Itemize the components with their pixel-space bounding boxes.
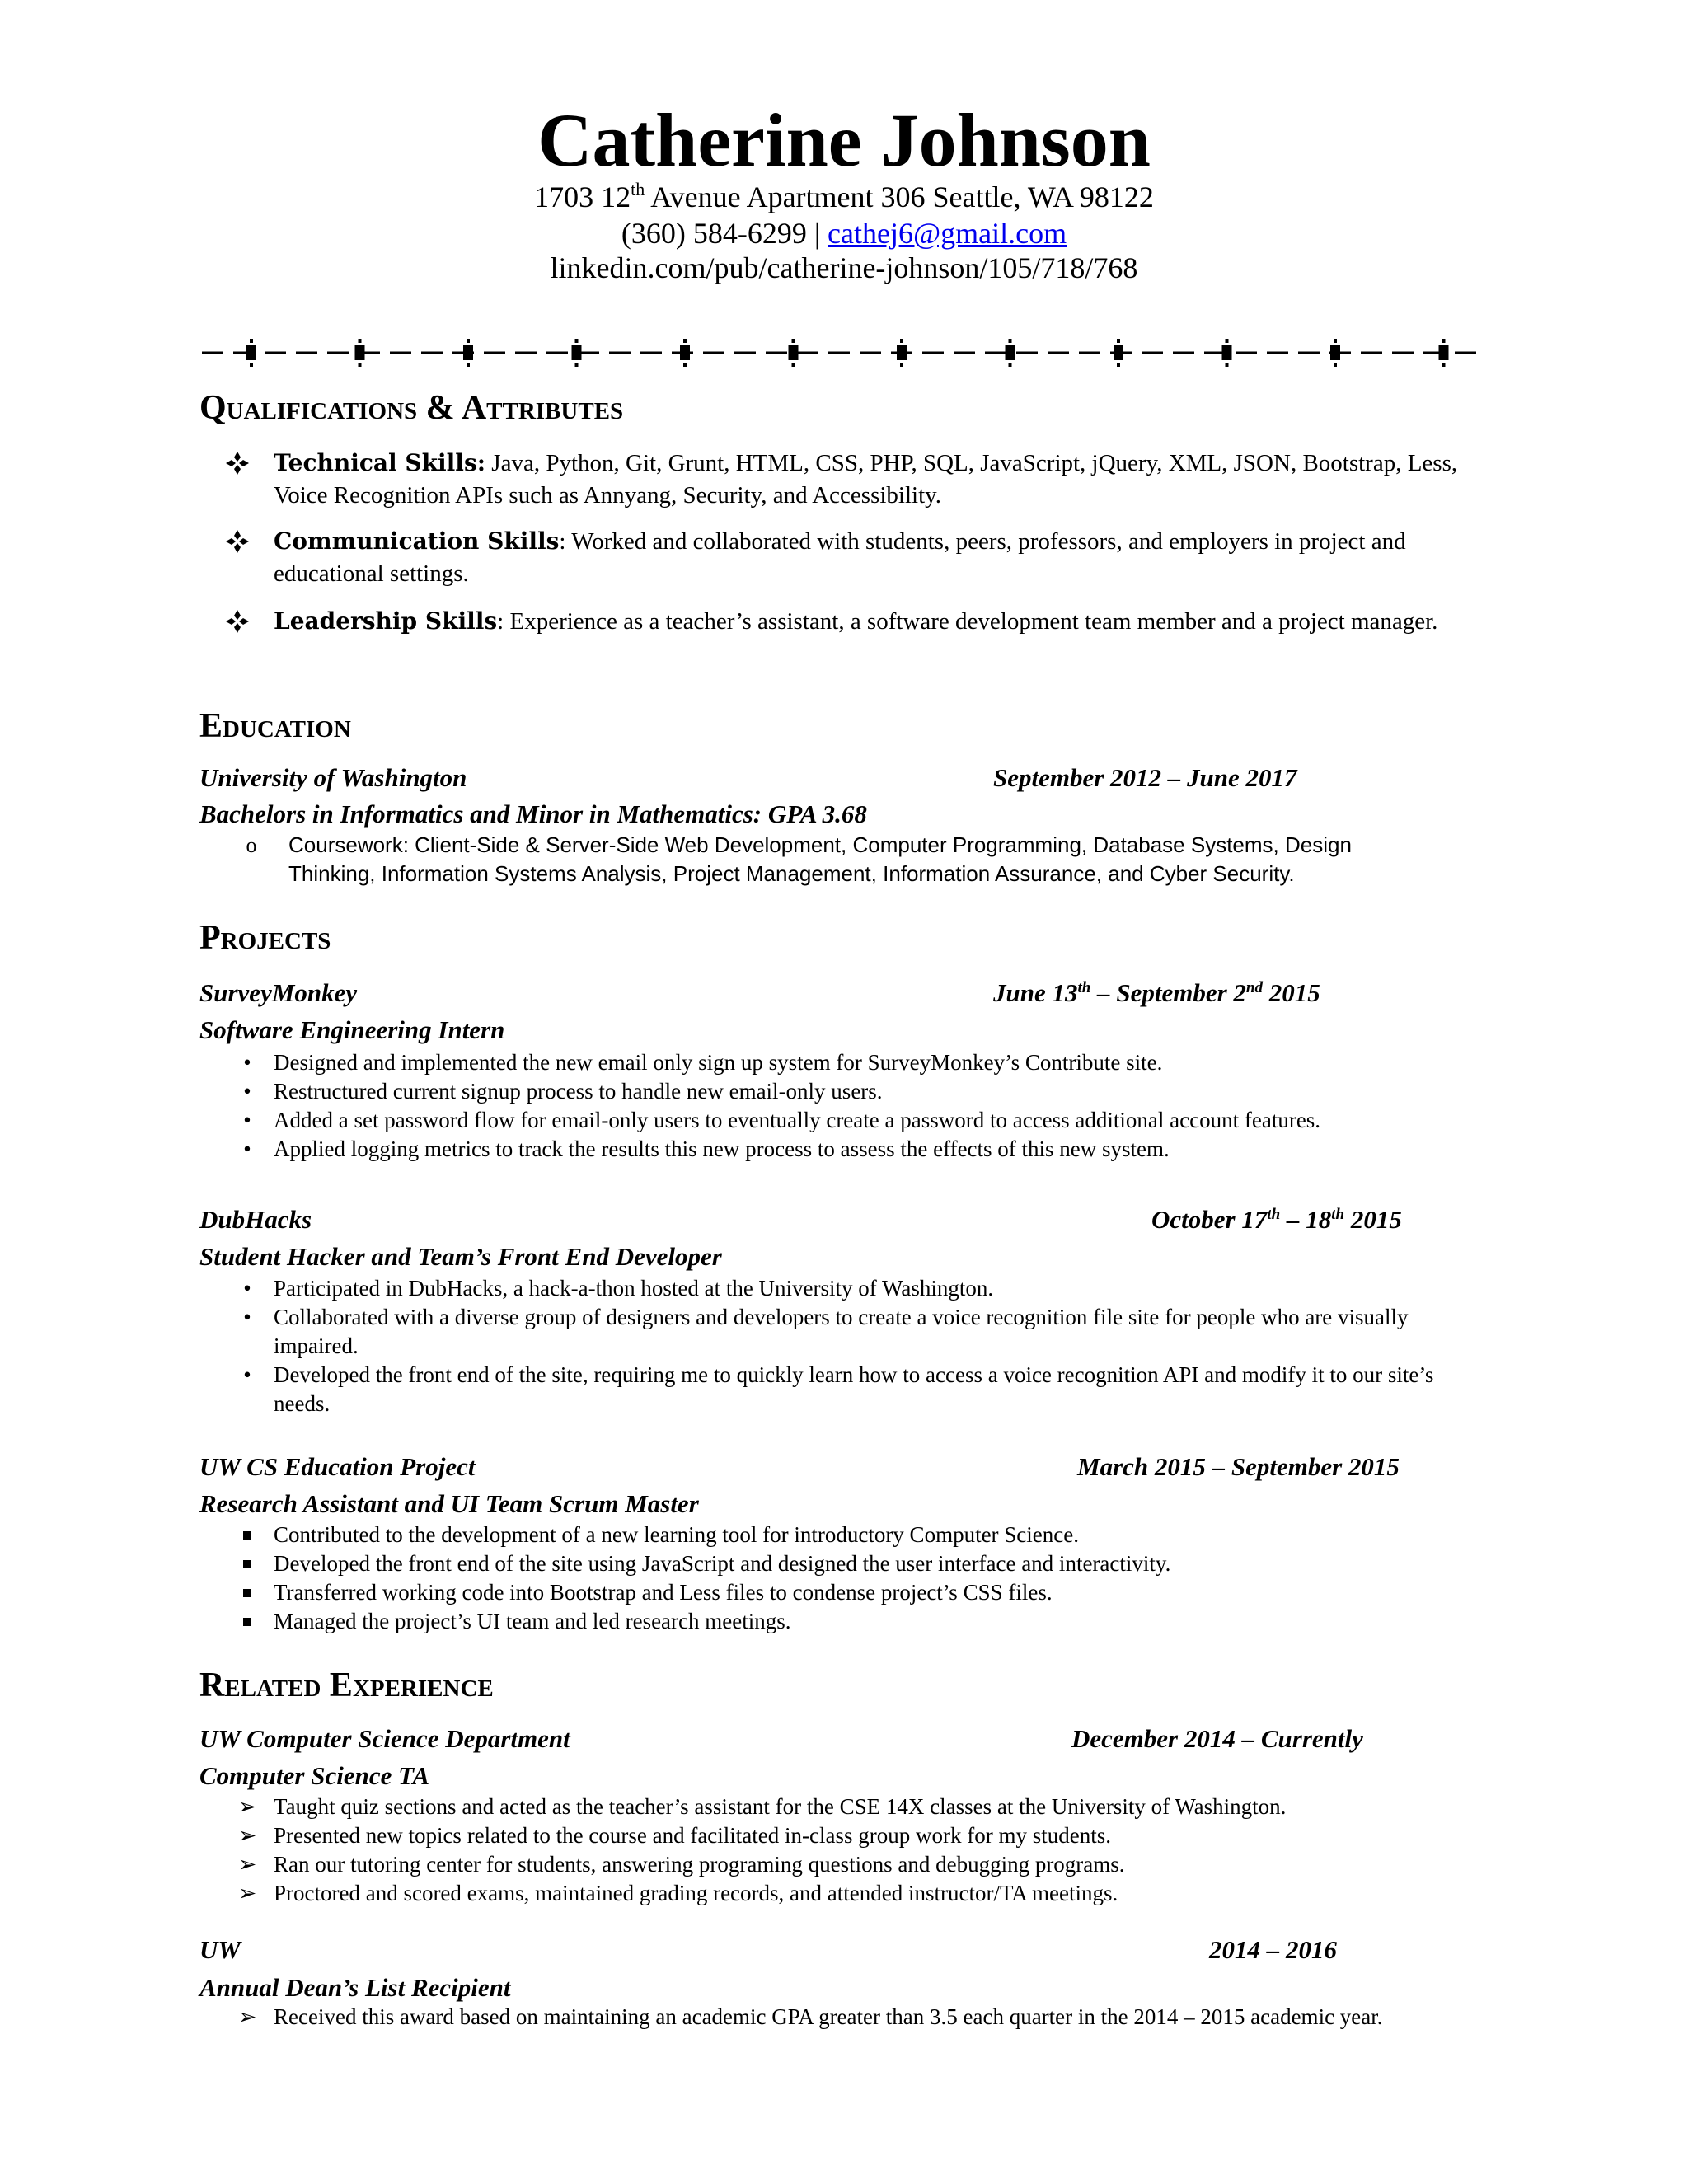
bullet-icon: • <box>243 1305 251 1329</box>
candidate-name: Catherine Johnson <box>537 98 1151 182</box>
bullet-icon: • <box>243 1079 251 1104</box>
experience-dates: 2014 – 2016 <box>1209 1935 1337 1964</box>
degree: Bachelors in Informatics and Minor in Mathematics: GPA 3.68 <box>199 799 867 828</box>
list-item: Managed the project’s UI team and led research meetings. <box>231 1607 1484 1636</box>
experience-role: Computer Science TA <box>199 1761 429 1790</box>
list-item: • Added a set password flow for email-only users to eventually create a password to access additional account features. <box>231 1106 1484 1135</box>
project-org: DubHacks <box>199 1205 312 1234</box>
bullet-icon: • <box>243 1137 251 1161</box>
divider-mark <box>1006 339 1015 367</box>
project-dates: June 13th – September 2nd 2015 <box>993 978 1320 1007</box>
arrow-bullet-icon: ➢ <box>237 1852 257 1877</box>
list-item: ➢ Ran our tutoring center for students, answering programing questions and debugging programs. <box>231 1850 1484 1879</box>
arrow-bullet-icon: ➢ <box>237 1823 257 1848</box>
list-item: Developed the front end of the site using JavaScript and designed the user interface and interactivity. <box>231 1549 1484 1578</box>
project-org: UW CS Education Project <box>199 1452 476 1481</box>
divider-mark <box>355 339 365 367</box>
divider-mark <box>572 339 582 367</box>
project-role: Software Engineering Intern <box>199 1015 505 1044</box>
square-bullet-icon <box>231 1607 264 1636</box>
list-item: • Collaborated with a diverse group of designers and developers to create a voice recognition file site for people who are visually impaired. <box>231 1303 1484 1361</box>
bullet-icon: • <box>243 1050 251 1075</box>
project-role: Student Hacker and Team’s Front End Developer <box>199 1242 722 1271</box>
list-item: Contributed to the development of a new learning tool for introductory Computer Science. <box>231 1521 1484 1549</box>
square-bullet-icon <box>231 1521 264 1549</box>
divider-mark <box>789 339 799 367</box>
divider-mark <box>1222 339 1232 367</box>
list-item: ➢ Received this award based on maintaining an academic GPA greater than 3.5 each quarter in the 2014 – 2015 academic year. <box>231 2003 1484 2032</box>
project-dates: March 2015 – September 2015 <box>1077 1452 1400 1481</box>
list-item: • Participated in DubHacks, a hack-a-thon hosted at the University of Washington. <box>231 1274 1484 1303</box>
education-dates: September 2012 – June 2017 <box>993 763 1297 792</box>
project-bullets <box>231 1048 1484 1164</box>
phone: (360) 584-6299 | <box>621 217 828 250</box>
square-bullet-icon <box>231 1578 264 1607</box>
bullet-icon: • <box>243 1362 251 1387</box>
divider-mark <box>1439 339 1449 367</box>
diamond-bullet-icon <box>223 527 252 556</box>
divider-mark <box>1330 339 1340 367</box>
diamond-bullet-icon <box>223 448 252 478</box>
address-line: 1703 12th Avenue Apartment 306 Seattle, WA 98122 <box>534 179 1154 213</box>
list-item: ➢ Taught quiz sections and acted as the teacher’s assistant for the CSE 14X classes at the University of Washington. <box>231 1793 1484 1821</box>
divider-mark <box>897 339 907 367</box>
coursework-item: o Coursework: Client-Side & Server-Side Web Development, Computer Programming, Database Systems, Design Thinking, Information Systems Analysis, Project Management, Information Assurance, and Cyber Security. <box>235 831 1422 888</box>
circle-bullet-icon: o <box>246 833 257 857</box>
project-bullets <box>231 1521 1484 1636</box>
experience-bullets <box>231 1793 1484 1908</box>
experience-org: UW Computer Science Department <box>199 1724 570 1753</box>
project-org: SurveyMonkey <box>199 978 358 1007</box>
divider-mark <box>463 339 473 367</box>
list-item: • Designed and implemented the new email only sign up system for SurveyMonkey’s Contribute site. <box>231 1048 1484 1077</box>
section-title-education: Education <box>199 707 351 745</box>
experience-role: Annual Dean’s List Recipient <box>199 1973 511 2002</box>
resume-page: Catherine Johnson 1703 12th Avenue Apartment 306 Seattle, WA 98122 (360) 584-6299 | cathej6@gmail.com linkedin.com/pub/catherine-johnson/105/718/768 Qualifications & Attributes Technical Skills: Java, Python, Git, Grunt, HTML, CSS, PHP, SQL, JavaScript, jQuery, XML, JSON, Bootstrap, Less, Voice Recognition APIs such as Annyang, Security, and Accessibility. Communication Skills: Worked and collaborated with students, peers, professors, and employers in project and educational settings. Leadership Skills: Experience as a teacher’s assistant, a software development team member and a project manager. Education University of Washington September 2012 – June 2017 Bachelors in Informatics and Minor in Mathematics: GPA 3.68 o Coursework: Client-Side & Server-Side Web Development, Computer Programming, Database Systems, Design Thinking, Information Systems Analysis, Project Management, Information Assurance, and Cyber Security. Projects SurveyMonkey June 13th – September 2nd 2015 Software Engineering Intern • Designed and implemented the new email only sign up system for SurveyMonkey’s Contribute site. • Restructured current signup process to handle new email-only users. • Added a set password flow for email-only users to eventually create a password to access additional account features. • Applied logging metrics to track the results this new process to assess the effects of this new system. DubHacks October 17th – 18th 2015 Student Hacker and Team’s Front End Developer • Participated in DubHacks, a hack-a-thon hosted at the University of Washington. • Collaborated with a diverse group of designers and developers to create a voice recognition file site for people who are visually impaired. • Developed the front end of the site, requiring me to quickly learn how to access a voice recognition API and modify it to our site’s needs. UW CS Education Project March 2015 – September 2015 Research Assistant and UI Team Scrum Master Contributed to the development of a new learning tool for introductory Computer Science. Developed the front end of the site using JavaScript and designed the user interface and interactivity. Transferred working code into Bootstrap and Less files to condense project’s CSS files. Managed the project’s UI team and led research meetings. Related Experience UW Computer Science Department December 2014 – Currently Computer Science TA ➢ Taught quiz sections and acted as the teacher’s assistant for the CSE 14X classes at the University of Washington. ➢ Presented new topics related to the course and facilitated in-class group work for my students. ➢ Ran our tutoring center for students, answering programing questions and debugging programs. ➢ Proctored and scored exams, maintained grading records, and attended instructor/TA meetings. UW 2014 – 2016 Annual Dean’s List Recipient ➢ Received this award based on maintaining an academic GPA greater than 3.5 each quarter in the 2014 – 2015 academic year. <box>0 0 1688 2184</box>
project-role: Research Assistant and UI Team Scrum Master <box>199 1489 699 1518</box>
divider-mark <box>246 339 256 367</box>
experience-org: UW <box>199 1935 241 1964</box>
list-item: • Developed the front end of the site, requiring me to quickly learn how to access a voice recognition API and modify it to our site’s needs. <box>231 1361 1484 1418</box>
bullet-icon: • <box>243 1108 251 1132</box>
contact-line <box>0 216 1688 251</box>
bullet-icon: • <box>243 1276 251 1301</box>
project-bullets <box>231 1274 1484 1418</box>
section-title-experience: Related Experience <box>199 1666 494 1704</box>
email-link[interactable]: cathej6@gmail.com <box>828 217 1067 250</box>
list-item: Transferred working code into Bootstrap and Less files to condense project’s CSS files. <box>231 1578 1484 1607</box>
school-name: University of Washington <box>199 763 467 792</box>
decorative-divider <box>202 336 1486 369</box>
project-dates: October 17th – 18th 2015 <box>1151 1205 1402 1234</box>
linkedin-url: linkedin.com/pub/catherine-johnson/105/718/768 <box>550 251 1138 284</box>
experience-dates: December 2014 – Currently <box>1071 1724 1363 1753</box>
list-item: • Applied logging metrics to track the results this new process to assess the effects of this new system. <box>231 1135 1484 1164</box>
list-item: • Restructured current signup process to handle new email-only users. <box>231 1077 1484 1106</box>
arrow-bullet-icon: ➢ <box>237 1794 257 1819</box>
divider-mark <box>1114 339 1123 367</box>
section-title-projects: Projects <box>199 919 331 957</box>
experience-bullets <box>231 2003 1484 2032</box>
square-bullet-icon <box>231 1549 264 1578</box>
list-item: ➢ Presented new topics related to the course and facilitated in-class group work for my students. <box>231 1821 1484 1850</box>
divider-mark <box>680 339 690 367</box>
diamond-bullet-icon <box>223 607 252 636</box>
arrow-bullet-icon: ➢ <box>237 2004 257 2029</box>
section-title-qualifications: Qualifications & Attributes <box>199 389 624 427</box>
list-item: ➢ Proctored and scored exams, maintained grading records, and attended instructor/TA meetings. <box>231 1879 1484 1908</box>
arrow-bullet-icon: ➢ <box>237 1881 257 1905</box>
